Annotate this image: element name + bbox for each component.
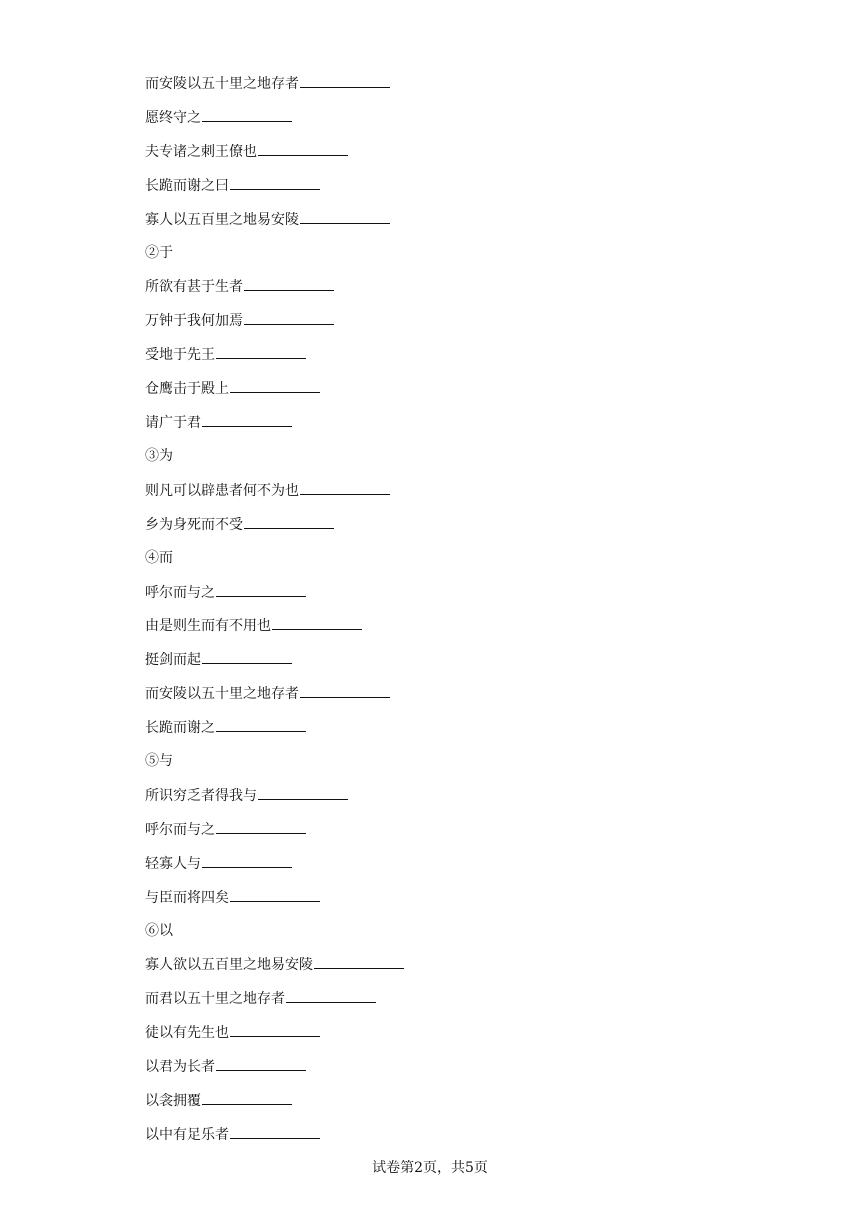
answer-blank[interactable] bbox=[202, 1090, 292, 1105]
answer-blank[interactable] bbox=[244, 276, 334, 291]
section-heading bbox=[145, 446, 173, 466]
question-line bbox=[145, 683, 390, 704]
answer-blank[interactable] bbox=[258, 141, 348, 156]
question-line bbox=[145, 717, 306, 738]
section-heading bbox=[145, 243, 173, 263]
question-text: 长跪而谢之 bbox=[145, 720, 215, 737]
answer-blank[interactable] bbox=[202, 853, 292, 868]
question-line bbox=[145, 175, 320, 196]
answer-blank[interactable] bbox=[300, 480, 390, 495]
answer-blank[interactable] bbox=[216, 582, 306, 597]
answer-blank[interactable] bbox=[202, 107, 292, 122]
answer-blank[interactable] bbox=[230, 887, 320, 902]
question-text: 长跪而谢之曰 bbox=[145, 177, 229, 194]
question-line bbox=[145, 107, 292, 128]
question-line bbox=[145, 954, 404, 975]
question-line bbox=[145, 141, 348, 162]
question-text: 呼尔而与之 bbox=[145, 821, 215, 838]
question-line bbox=[145, 582, 306, 603]
question-line bbox=[145, 988, 376, 1009]
question-line bbox=[145, 480, 390, 501]
answer-blank[interactable] bbox=[286, 988, 376, 1003]
answer-blank[interactable] bbox=[300, 73, 390, 88]
question-line bbox=[145, 310, 334, 331]
section-heading bbox=[145, 751, 173, 771]
question-text: 徒以有先生也 bbox=[145, 1025, 229, 1042]
question-text: 乡为身死而不受 bbox=[145, 516, 243, 533]
question-line bbox=[145, 73, 390, 94]
question-line bbox=[145, 276, 334, 297]
answer-blank[interactable] bbox=[244, 310, 334, 325]
answer-blank[interactable] bbox=[216, 1056, 306, 1071]
question-line bbox=[145, 819, 306, 840]
answer-blank[interactable] bbox=[216, 717, 306, 732]
answer-blank[interactable] bbox=[230, 1022, 320, 1037]
answer-blank[interactable] bbox=[244, 514, 334, 529]
answer-blank[interactable] bbox=[230, 175, 320, 190]
question-line bbox=[145, 209, 390, 230]
question-line bbox=[145, 344, 306, 365]
question-text: 与臣而将四矣 bbox=[145, 889, 229, 906]
answer-blank[interactable] bbox=[216, 819, 306, 834]
question-text: 而安陵以五十里之地存者 bbox=[145, 686, 299, 703]
question-line bbox=[145, 1022, 320, 1043]
question-text: 而安陵以五十里之地存者 bbox=[145, 76, 299, 92]
question-text: 而君以五十里之地存者 bbox=[145, 991, 285, 1008]
question-text: 愿终守之 bbox=[145, 109, 201, 126]
answer-blank[interactable] bbox=[272, 615, 362, 630]
question-text: 以衾拥覆 bbox=[145, 1093, 201, 1109]
answer-blank[interactable] bbox=[300, 683, 390, 698]
section-heading bbox=[145, 921, 173, 941]
question-text: 仓鹰击于殿上 bbox=[145, 381, 229, 398]
question-line bbox=[145, 1090, 292, 1111]
question-text: 夫专诸之刺王僚也 bbox=[145, 143, 257, 160]
section-label: ⑥以 bbox=[145, 922, 173, 939]
question-text: 请广于君 bbox=[145, 415, 201, 431]
answer-blank[interactable] bbox=[300, 209, 390, 224]
question-line bbox=[145, 412, 292, 433]
page-footer: 试卷第2页，共5页 bbox=[372, 1160, 488, 1176]
answer-blank[interactable] bbox=[258, 785, 348, 800]
question-text: 轻寡人与 bbox=[145, 855, 201, 872]
section-label: ④而 bbox=[145, 549, 173, 566]
question-text: 由是则生而有不用也 bbox=[145, 618, 271, 635]
question-line bbox=[145, 853, 292, 874]
question-line bbox=[145, 378, 320, 399]
question-text: 所欲有甚于生者 bbox=[145, 279, 243, 296]
answer-blank[interactable] bbox=[230, 1124, 320, 1139]
question-text: 以君为长者 bbox=[145, 1059, 215, 1076]
section-label: ②于 bbox=[145, 244, 173, 261]
question-line bbox=[145, 649, 292, 670]
section-label: ③为 bbox=[145, 447, 173, 464]
answer-blank[interactable] bbox=[202, 649, 292, 664]
question-text: 以中有足乐者 bbox=[145, 1126, 229, 1143]
question-line bbox=[145, 615, 362, 636]
question-line bbox=[145, 514, 334, 535]
question-text: 寡人欲以五百里之地易安陵 bbox=[145, 957, 313, 974]
answer-blank[interactable] bbox=[230, 378, 320, 393]
question-line bbox=[145, 785, 348, 806]
question-line bbox=[145, 1124, 320, 1145]
question-text: 则凡可以辟患者何不为也 bbox=[145, 482, 299, 499]
answer-blank[interactable] bbox=[202, 412, 292, 427]
question-line bbox=[145, 887, 320, 908]
question-text: 挺剑而起 bbox=[145, 652, 201, 669]
question-text: 万钟于我何加焉 bbox=[145, 313, 243, 330]
question-line bbox=[145, 1056, 306, 1077]
question-text: 呼尔而与之 bbox=[145, 584, 215, 601]
answer-blank[interactable] bbox=[314, 954, 404, 969]
question-text: 受地于先王 bbox=[145, 347, 215, 364]
answer-blank[interactable] bbox=[216, 344, 306, 359]
section-heading bbox=[145, 548, 173, 568]
question-text: 寡人以五百里之地易安陵 bbox=[145, 211, 299, 228]
section-label: ⑤与 bbox=[145, 753, 173, 769]
question-text: 所识穷乏者得我与 bbox=[145, 787, 257, 804]
